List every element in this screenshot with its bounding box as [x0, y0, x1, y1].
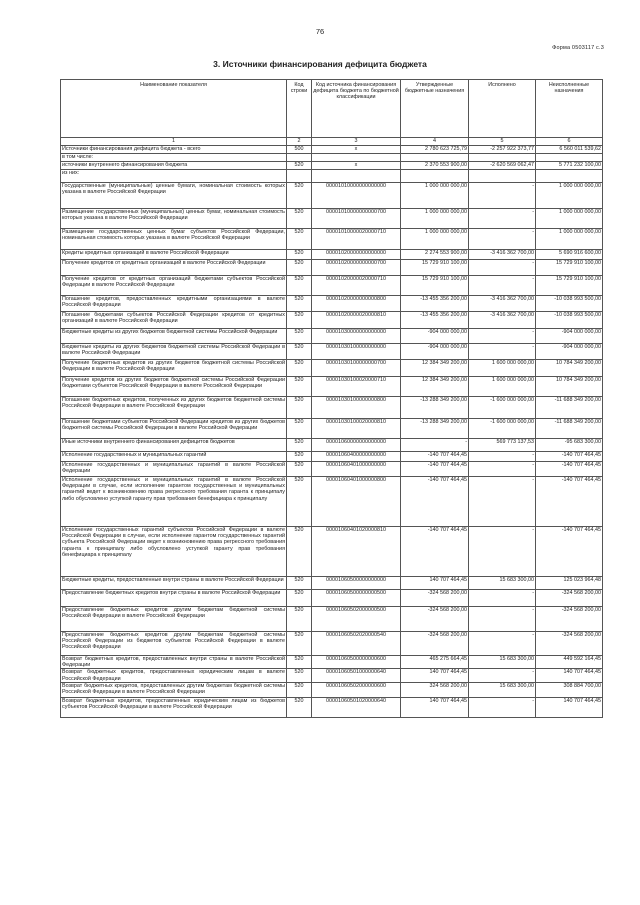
row-remaining	[536, 170, 603, 183]
row-source-code: 00001060500000000500	[312, 590, 401, 607]
row-approved: 15 729 910 100,00	[401, 260, 469, 276]
row-remaining: 308 884 700,00	[536, 682, 603, 697]
row-approved: 140 707 464,45	[401, 697, 469, 717]
header-source-code: Код источника финансирования дефицита бюджета по бюджетной классификации	[312, 80, 401, 138]
row-source-code: 00001030100000000000	[312, 344, 401, 360]
row-line-code: 520	[287, 377, 312, 397]
row-source-code: 00001030100020000810	[312, 419, 401, 439]
row-name: Исполнение государственных и муниципальных гарантий в валюте Российской Федерации в случае, если исполнение гарантом государственных и муниципальных гарантий ведет к возникновению права регрессного требования гаранта к принципалу либо обусловлено уступкой гаранту прав требования бенефициара к принципалу	[61, 477, 287, 527]
row-line-code: 520	[287, 607, 312, 632]
row-name: Погашение бюджетных кредитов, полученных из других бюджетов бюджетной системы Российской Федерации в валюте Российской Федерации	[61, 397, 287, 419]
row-line-code: 520	[287, 183, 312, 209]
row-executed	[469, 170, 536, 183]
row-name: Получение кредитов от кредитных организаций в валюте Российской Федерации	[61, 260, 287, 276]
row-name: источники внутреннего финансирования бюджета	[61, 162, 287, 170]
row-line-code	[287, 154, 312, 162]
row-approved: -13 455 356 200,00	[401, 296, 469, 312]
row-remaining	[536, 154, 603, 162]
row-source-code: 00001020000020000810	[312, 312, 401, 329]
row-approved: -13 455 356 200,00	[401, 312, 469, 329]
row-executed: -	[469, 209, 536, 229]
row-remaining: -10 038 993 500,00	[536, 296, 603, 312]
row-source-code: 00001060401020000810	[312, 527, 401, 577]
financing-sources-table	[60, 79, 603, 718]
table-row	[61, 590, 603, 607]
column-number: 2	[287, 138, 312, 146]
row-source-code: 00001060502000000500	[312, 607, 401, 632]
table-row	[61, 276, 603, 296]
row-source-code: 00001060401000000000	[312, 462, 401, 477]
row-remaining: -324 568 200,00	[536, 590, 603, 607]
row-approved: 12 384 349 200,00	[401, 360, 469, 377]
column-number: 3	[312, 138, 401, 146]
row-name: Исполнение государственных и муниципальных гарантий в валюте Российской Федерации	[61, 462, 287, 477]
row-line-code: 520	[287, 439, 312, 452]
row-name: Возврат бюджетных кредитов, предоставленных другим бюджетам бюджетной системы Российской Федерации в валюте Российской Федерации	[61, 682, 287, 697]
row-executed: -1 600 000 000,00	[469, 419, 536, 439]
header-approved: Утвержденные бюджетные назначения	[401, 80, 469, 138]
table-row	[61, 183, 603, 209]
row-name: Предоставление бюджетных кредитов другим бюджетам бюджетной системы Российской Федерации в валюте Российской Федерации	[61, 607, 287, 632]
row-approved: 465 275 664,45	[401, 656, 469, 669]
row-executed: -	[469, 452, 536, 462]
row-line-code: 520	[287, 329, 312, 344]
row-line-code: 520	[287, 419, 312, 439]
row-approved: -140 707 464,45	[401, 462, 469, 477]
row-remaining: -140 707 464,45	[536, 527, 603, 577]
row-line-code: 520	[287, 229, 312, 250]
row-remaining: -904 000 000,00	[536, 329, 603, 344]
row-remaining: 1 000 000 000,00	[536, 183, 603, 209]
row-source-code: 00001020000000000000	[312, 250, 401, 260]
row-executed: 15 683 300,00	[469, 656, 536, 669]
table-row	[61, 250, 603, 260]
row-source-code: 00001060400000000000	[312, 452, 401, 462]
row-source-code: 00001060501020000640	[312, 697, 401, 717]
row-executed: -	[469, 329, 536, 344]
row-name: Бюджетные кредиты из других бюджетов бюджетной системы Российской Федерации в валюте Российской Федерации	[61, 344, 287, 360]
table-row	[61, 154, 603, 162]
page-number: 76	[315, 27, 325, 36]
column-number-row	[61, 138, 603, 146]
row-executed: -	[469, 697, 536, 717]
row-source-code: 00001060500000000600	[312, 656, 401, 669]
row-source-code: 00001020000000000800	[312, 296, 401, 312]
header-line-code: Код строки	[287, 80, 312, 138]
row-name: Бюджетные кредиты из других бюджетов бюджетной системы Российской Федерации	[61, 329, 287, 344]
row-executed: -2 620 569 062,47	[469, 162, 536, 170]
row-approved: 2 370 553 900,00	[401, 162, 469, 170]
row-executed: -	[469, 632, 536, 656]
row-name: Погашение бюджетами субъектов Российской Федерации кредитов из других бюджетов бюджетной системы Российской Федерации в валюте Российской Федерации	[61, 419, 287, 439]
row-executed: -3 416 362 700,00	[469, 296, 536, 312]
row-approved: -13 288 349 200,00	[401, 419, 469, 439]
row-remaining: 6 560 011 539,62	[536, 146, 603, 154]
form-code-label: Форма 0503117 с.3	[552, 45, 604, 51]
row-approved: 12 384 349 200,00	[401, 377, 469, 397]
row-remaining: 5 690 916 600,00	[536, 250, 603, 260]
row-executed: -1 600 000 000,00	[469, 397, 536, 419]
row-name: Получение бюджетных кредитов из других бюджетов бюджетной системы Российской Федерации в валюте Российской Федерации	[61, 360, 287, 377]
row-executed: -2 257 922 373,77	[469, 146, 536, 154]
table-row	[61, 296, 603, 312]
table-row	[61, 656, 603, 669]
row-approved	[401, 170, 469, 183]
header-row	[61, 80, 603, 138]
row-name: Источники финансирования дефицита бюджета - всего	[61, 146, 287, 154]
row-name: Бюджетные кредиты, предоставленные внутри страны в валюте Российской Федерации	[61, 577, 287, 590]
row-name: Государственные (муниципальные) ценные бумаги, номинальная стоимость которых указана в валюте Российской Федерации	[61, 183, 287, 209]
row-name: Возврат бюджетных кредитов, предоставленных внутри страны в валюте Российской Федерации	[62, 656, 285, 669]
table-row	[61, 146, 603, 154]
row-remaining: -11 688 349 200,00	[536, 419, 603, 439]
row-approved: -140 707 464,45	[401, 477, 469, 527]
row-remaining: 10 784 349 200,00	[536, 377, 603, 397]
row-source-code: x	[312, 146, 401, 154]
table-row	[61, 632, 603, 656]
table-row	[61, 439, 603, 452]
row-remaining: 449 592 164,45	[536, 656, 603, 669]
row-approved: 15 729 910 100,00	[401, 276, 469, 296]
row-line-code: 520	[287, 697, 312, 717]
row-source-code	[312, 170, 401, 183]
table-row	[61, 360, 603, 377]
row-line-code: 520	[287, 296, 312, 312]
row-remaining: 1 000 000 000,00	[536, 229, 603, 250]
row-name: Погашение кредитов, предоставленных кредитными организациями в валюте Российской Федерации	[61, 296, 287, 312]
row-remaining: 140 707 464,45	[536, 669, 603, 682]
row-remaining: 15 729 910 100,00	[536, 260, 603, 276]
table-row	[61, 697, 603, 717]
header-indicator-name: Наименование показателя	[61, 80, 287, 138]
row-line-code: 520	[287, 462, 312, 477]
row-executed: -	[469, 669, 536, 682]
row-source-code: 00001010000020000710	[312, 229, 401, 250]
row-source-code: 00001010000000000000	[312, 183, 401, 209]
row-line-code: 520	[287, 250, 312, 260]
column-number: 6	[536, 138, 603, 146]
row-line-code	[287, 170, 312, 183]
row-source-code: 00001060401000000800	[312, 477, 401, 527]
row-approved: -140 707 464,45	[401, 527, 469, 577]
row-approved: -	[401, 439, 469, 452]
table-row	[61, 260, 603, 276]
table-row	[61, 377, 603, 397]
row-approved: 1 000 000 000,00	[401, 229, 469, 250]
row-approved: 1 000 000 000,00	[401, 183, 469, 209]
row-executed	[469, 154, 536, 162]
row-remaining: 15 729 910 100,00	[536, 276, 603, 296]
row-line-code: 520	[287, 656, 312, 669]
row-executed: -	[469, 590, 536, 607]
row-approved: -324 568 200,00	[401, 607, 469, 632]
row-remaining: 1 000 000 000,00	[536, 209, 603, 229]
table-row	[61, 209, 603, 229]
row-remaining: 10 784 349 200,00	[536, 360, 603, 377]
row-line-code: 520	[287, 590, 312, 607]
table-row	[61, 577, 603, 590]
row-source-code: 00001010000000000700	[312, 209, 401, 229]
table-row	[61, 162, 603, 170]
row-remaining: -11 688 349 200,00	[536, 397, 603, 419]
row-name: в том числе:	[61, 154, 287, 162]
row-approved: 140 707 464,45	[401, 669, 469, 682]
row-executed: -	[469, 462, 536, 477]
row-source-code: 00001060500000000000	[312, 577, 401, 590]
table-row	[61, 462, 603, 477]
row-name: Предоставление бюджетных кредитов другим бюджетам бюджетной системы Российской Федерации из бюджетов субъектов Российской Федерации в валюте Российской Федерации	[61, 632, 287, 656]
row-source-code: 00001030100020000710	[312, 377, 401, 397]
column-number: 1	[61, 138, 287, 146]
row-executed: 15 683 300,00	[469, 577, 536, 590]
row-name: Иные источники внутреннего финансирования дефицитов бюджетов	[61, 439, 287, 452]
row-line-code: 500	[287, 146, 312, 154]
row-name: Размещение государственных ценных бумаг субъектов Российской Федерации, номинальная стоимость которых указана в валюте Российской Федерации	[61, 229, 287, 250]
row-name: Кредиты кредитных организаций в валюте Российской Федерации	[61, 250, 287, 260]
row-executed: 15 683 300,00	[469, 682, 536, 697]
row-line-code: 520	[287, 577, 312, 590]
row-approved: 324 568 200,00	[401, 682, 469, 697]
table-row	[61, 229, 603, 250]
row-approved: -904 000 000,00	[401, 329, 469, 344]
row-name: Предоставление бюджетных кредитов внутри страны в валюте Российской Федерации	[61, 590, 287, 607]
row-source-code: 00001020000000000700	[312, 260, 401, 276]
row-name: Получение кредитов из других бюджетов бюджетной системы Российской Федерации бюджетами субъектов Российской Федерации в валюте Российской Федерации	[61, 377, 287, 397]
table-row	[61, 312, 603, 329]
row-remaining: -324 568 200,00	[536, 607, 603, 632]
row-line-code: 520	[287, 312, 312, 329]
row-line-code: 520	[287, 162, 312, 170]
row-source-code: 00001030100000000800	[312, 397, 401, 419]
row-remaining: -140 707 464,45	[536, 477, 603, 527]
row-executed: 1 600 000 000,00	[469, 377, 536, 397]
row-line-code: 520	[287, 682, 312, 697]
row-approved	[401, 154, 469, 162]
row-source-code: 00001060501000000640	[312, 669, 401, 682]
row-line-code: 520	[287, 527, 312, 577]
row-source-code: 00001060502020000540	[312, 632, 401, 656]
row-line-code: 520	[287, 209, 312, 229]
row-executed: -3 416 362 700,00	[469, 312, 536, 329]
table-row	[61, 397, 603, 419]
row-line-code: 520	[287, 260, 312, 276]
row-approved: -904 000 000,00	[401, 344, 469, 360]
table-row	[61, 329, 603, 344]
row-name: Исполнение государственных гарантий субъектов Российской Федерации в валюте Российской Федерации в случае, если исполнение гарантом государственных гарантий субъекта Российской Федерации ведет к возникновению права регрессного требования гаранта к принципалу либо обусловлено уступкой гаранту прав требования бенефициара к принципалу	[61, 527, 287, 577]
row-source-code	[312, 154, 401, 162]
row-name: Размещение государственных (муниципальных) ценных бумаг, номинальная стоимость которых указана в валюте Российской Федерации	[61, 209, 287, 229]
row-source-code: 00001030000000000000	[312, 329, 401, 344]
row-remaining: -140 707 464,45	[536, 462, 603, 477]
row-approved: 2 274 553 900,00	[401, 250, 469, 260]
row-approved: -140 707 464,45	[401, 452, 469, 462]
row-approved: -324 568 200,00	[401, 632, 469, 656]
row-source-code: 00001060000000000000	[312, 439, 401, 452]
table-row	[61, 452, 603, 462]
row-executed: -	[469, 607, 536, 632]
row-line-code: 520	[287, 344, 312, 360]
row-name: Возврат бюджетных кредитов, предоставленных юридическим лицам из бюджетов субъектов Российской Федерации в валюте Российской Федерации	[61, 697, 287, 717]
row-source-code: 00001030100000000700	[312, 360, 401, 377]
column-number: 4	[401, 138, 469, 146]
table-row	[61, 527, 603, 577]
row-remaining: -324 568 200,00	[536, 632, 603, 656]
column-number: 5	[469, 138, 536, 146]
row-line-code: 520	[287, 477, 312, 527]
row-approved: -324 568 200,00	[401, 590, 469, 607]
table-row	[61, 607, 603, 632]
row-name: Исполнение государственных и муниципальных гарантий	[61, 452, 287, 462]
table-row	[61, 669, 603, 682]
row-name: Возврат бюджетных кредитов, предоставленных юридическим лицам в валюте Российской Федерации	[62, 669, 285, 682]
row-line-code: 520	[287, 669, 312, 682]
table-row	[61, 682, 603, 697]
row-executed: -	[469, 276, 536, 296]
row-executed: -3 416 362 700,00	[469, 250, 536, 260]
row-executed: -	[469, 183, 536, 209]
row-remaining: 5 771 232 100,00	[536, 162, 603, 170]
row-executed: -	[469, 260, 536, 276]
table-body	[61, 146, 603, 718]
row-approved: 140 707 464,45	[401, 577, 469, 590]
row-remaining: -95 683 300,00	[536, 439, 603, 452]
row-remaining: -904 000 000,00	[536, 344, 603, 360]
row-line-code: 520	[287, 632, 312, 656]
row-line-code: 520	[287, 452, 312, 462]
table-row	[61, 477, 603, 527]
row-remaining: -10 038 993 500,00	[536, 312, 603, 329]
header-executed: Исполнено	[469, 80, 536, 138]
row-source-code: x	[312, 162, 401, 170]
row-name: Получение кредитов от кредитных организаций бюджетами субъектов Российской Федерации в валюте Российской Федерации	[61, 276, 287, 296]
row-remaining: 140 707 464,45	[536, 697, 603, 717]
table-row	[61, 170, 603, 183]
table-row	[61, 419, 603, 439]
row-executed: -	[469, 344, 536, 360]
row-remaining: 125 023 964,48	[536, 577, 603, 590]
row-executed: -	[469, 477, 536, 527]
row-line-code: 520	[287, 360, 312, 377]
row-line-code: 520	[287, 397, 312, 419]
row-executed: 569 773 137,53	[469, 439, 536, 452]
row-approved: 2 780 623 725,79	[401, 146, 469, 154]
row-source-code: 00001020000020000710	[312, 276, 401, 296]
row-source-code: 00001060502000000600	[312, 682, 401, 697]
table-row	[61, 344, 603, 360]
row-name: Погашение бюджетами субъектов Российской Федерации кредитов от кредитных организаций в валюте Российской Федерации	[61, 312, 287, 329]
row-executed: -	[469, 229, 536, 250]
row-approved: -13 288 349 200,00	[401, 397, 469, 419]
row-line-code: 520	[287, 276, 312, 296]
row-executed: -	[469, 527, 536, 577]
row-name: из них:	[61, 170, 287, 183]
row-remaining: -140 707 464,45	[536, 452, 603, 462]
section-title: 3. Источники финансирования дефицита бюджета	[213, 59, 427, 69]
row-approved: 1 000 000 000,00	[401, 209, 469, 229]
row-executed: 1 600 000 000,00	[469, 360, 536, 377]
header-remaining: Неисполненные назначения	[536, 80, 603, 138]
